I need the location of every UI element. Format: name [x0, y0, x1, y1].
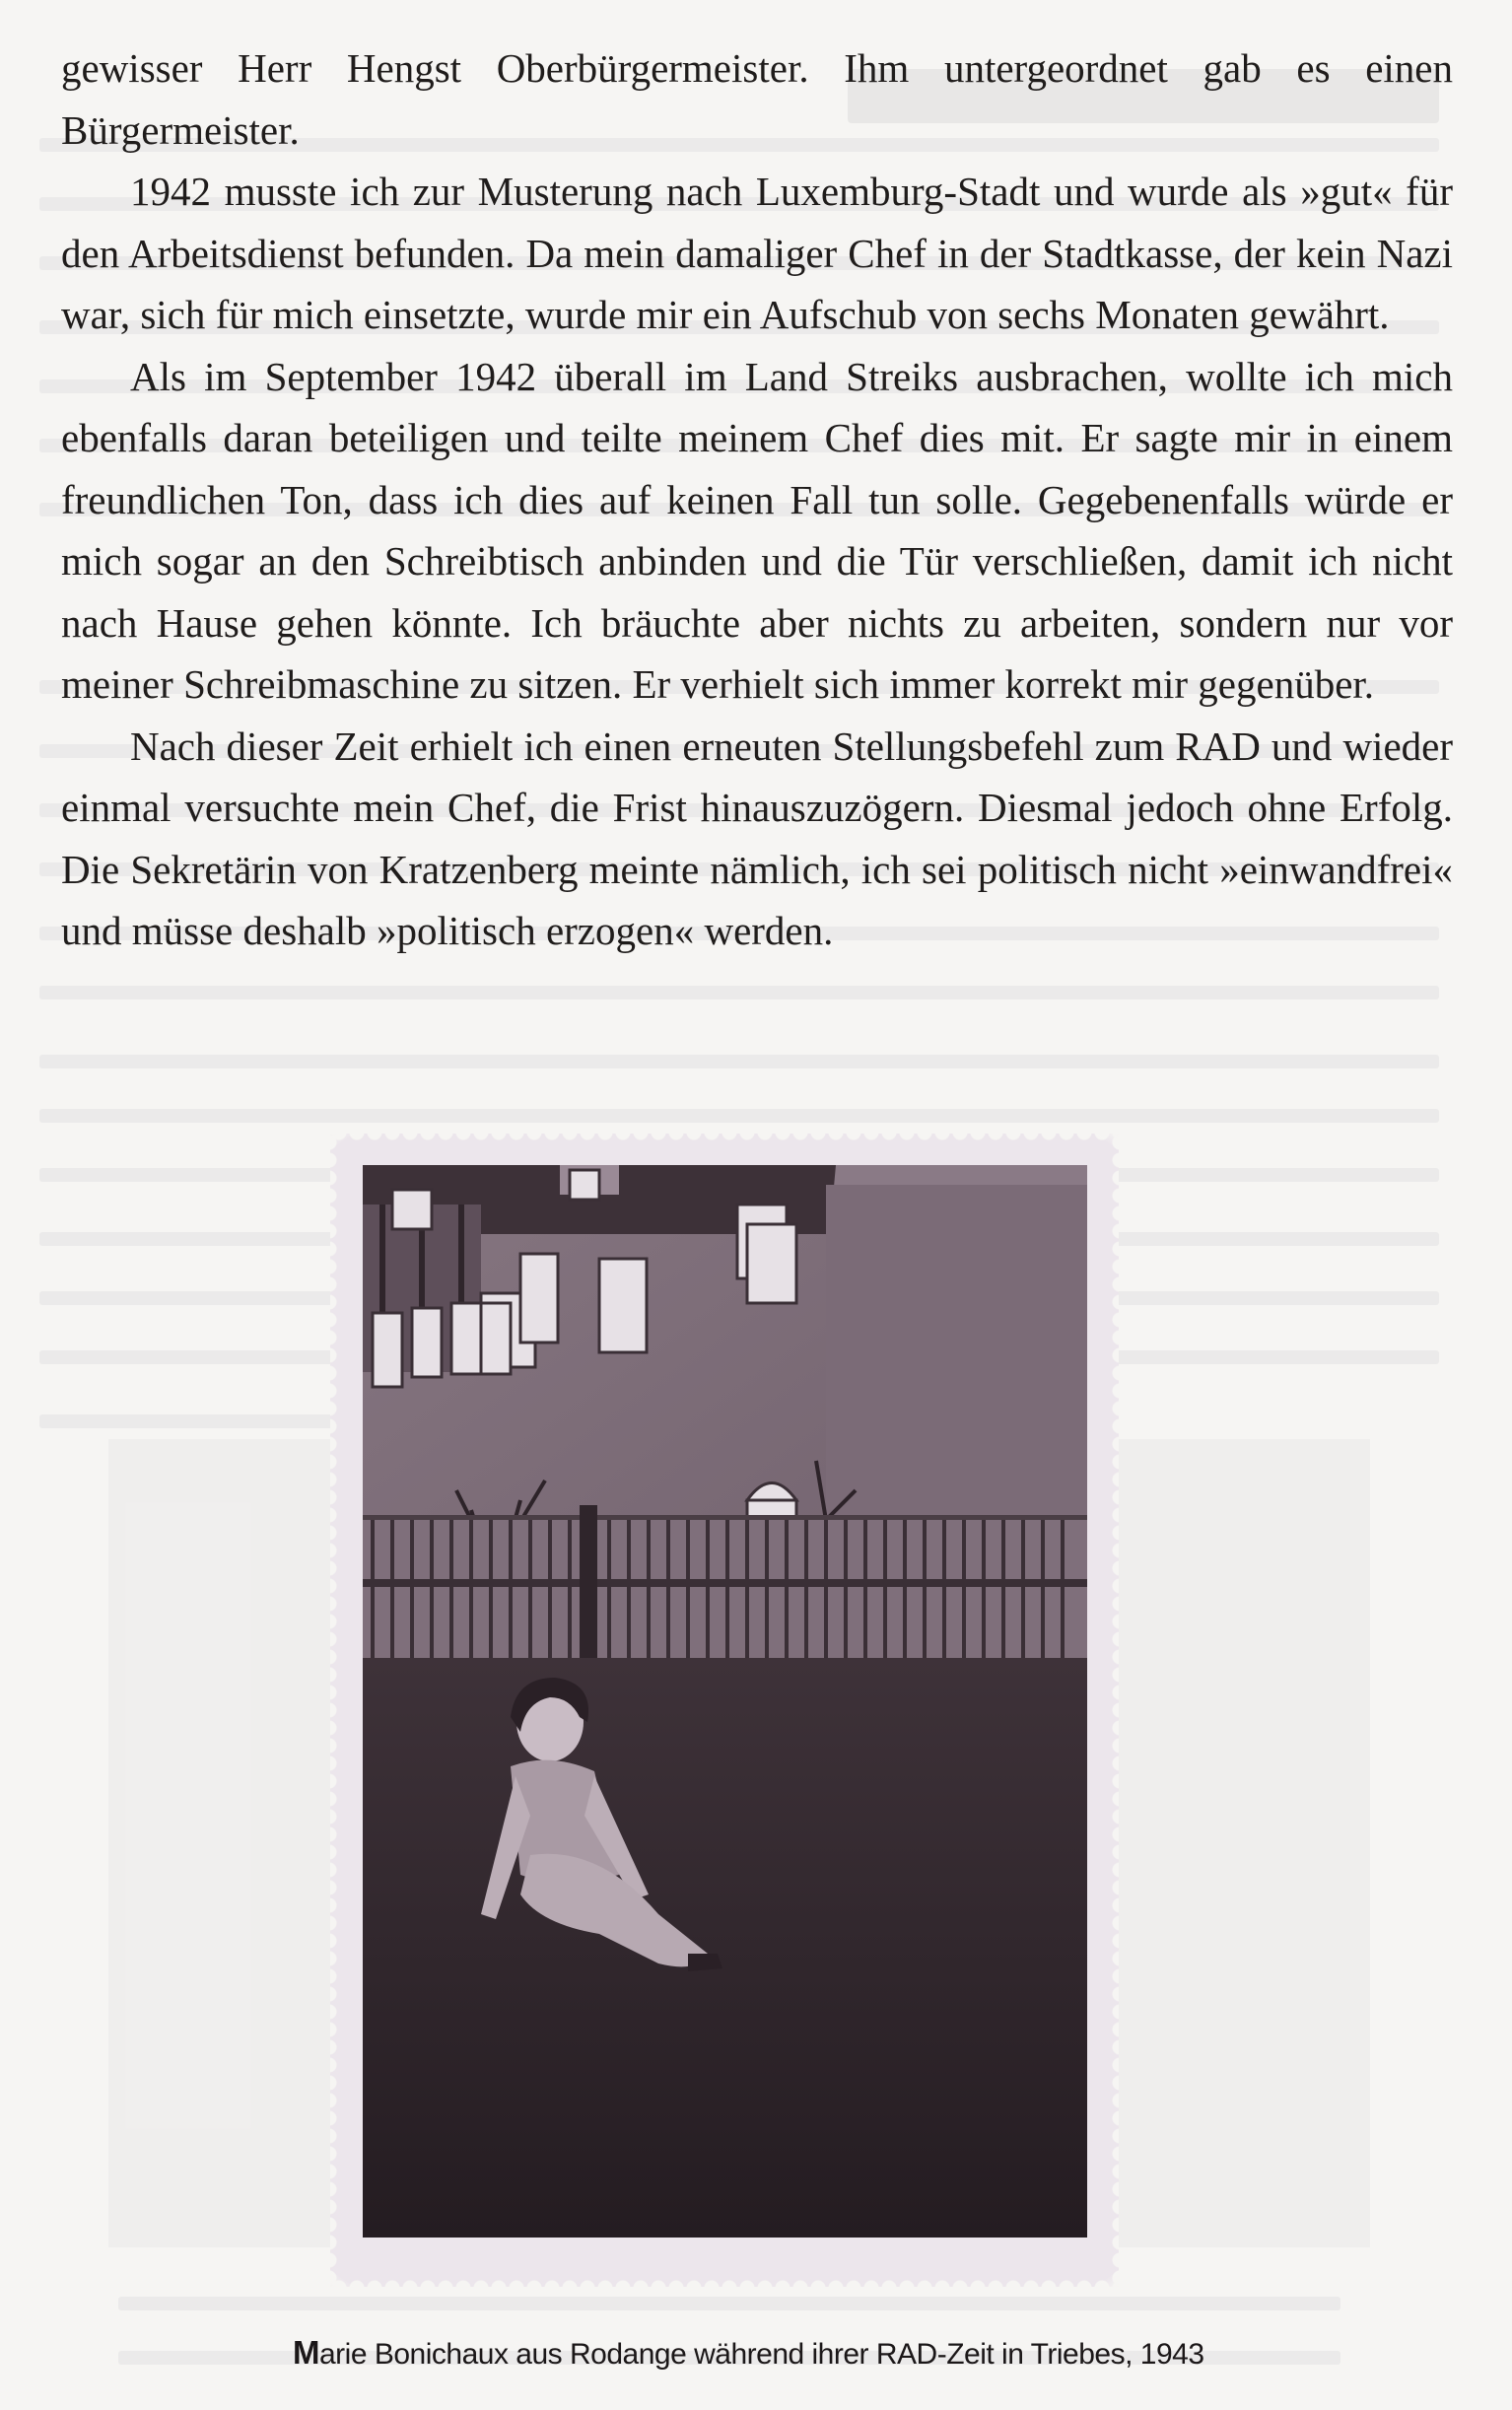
photo-caption: [293, 2334, 1204, 2372]
print-edge: [330, 2274, 1119, 2288]
caption-text: arie Bonichaux aus Rodange während ihrer RAD-Zeit in Triebes, 1943: [319, 2338, 1204, 2371]
caption-initial: M: [293, 2334, 319, 2371]
print-edge: [329, 1134, 343, 2287]
photo-print: [330, 1134, 1119, 2287]
ghost-line: [39, 1109, 1439, 1123]
ghost-line: [39, 1055, 1439, 1068]
paragraph: gewisser Herr Hengst Oberbürgermeister. Ihm untergeordnet gab es einen Bürgermeister.: [61, 45, 1453, 153]
ghost-line: [118, 2297, 1340, 2310]
paragraph: 1942 musste ich zur Musterung nach Luxemburg-Stadt und wurde als »gut« für den Arbeitsdienst befunden. Da mein damaliger Chef in der Stadtkasse, der kein Nazi war, sich für mich einsetzte, wurde mir ein Aufschub von sechs Monaten gewährt.: [61, 169, 1453, 337]
body-text: [61, 37, 1453, 962]
ghost-line: [39, 986, 1439, 999]
photo-illustration: [363, 1165, 1087, 2238]
paragraph: Als im September 1942 überall im Land Streiks ausbrachen, wollte ich mich ebenfalls daran beteiligen und teilte meinem Chef dies mit. Er sagte mir in einem freundlichen Ton, dass ich dies auf keinen Fall tun solle. Gegebenenfalls würde er mich sogar an den Schreibtisch anbinden und die Tür verschließen, damit ich nicht nach Hause gehen könnte. Ich bräuchte aber nichts zu arbeiten, sondern nur vor meiner Schreibmaschine zu sitzen. Er verhielt sich immer korrekt mir gegenüber.: [61, 353, 1453, 707]
print-edge: [1106, 1134, 1120, 2287]
paragraph: Nach dieser Zeit erhielt ich einen erneuten Stellungsbefehl zum RAD und wieder einmal versuchte mein Chef, die Frist hinauszuzögern. Diesmal jedoch ohne Erfolg. Die Sekretärin von Kratzenberg meinte nämlich, ich sei politisch nicht »einwandfrei« und müsse deshalb »politisch erzogen« werden.: [61, 723, 1453, 953]
historic-photo: [363, 1165, 1087, 2238]
print-edge: [330, 1133, 1119, 1146]
